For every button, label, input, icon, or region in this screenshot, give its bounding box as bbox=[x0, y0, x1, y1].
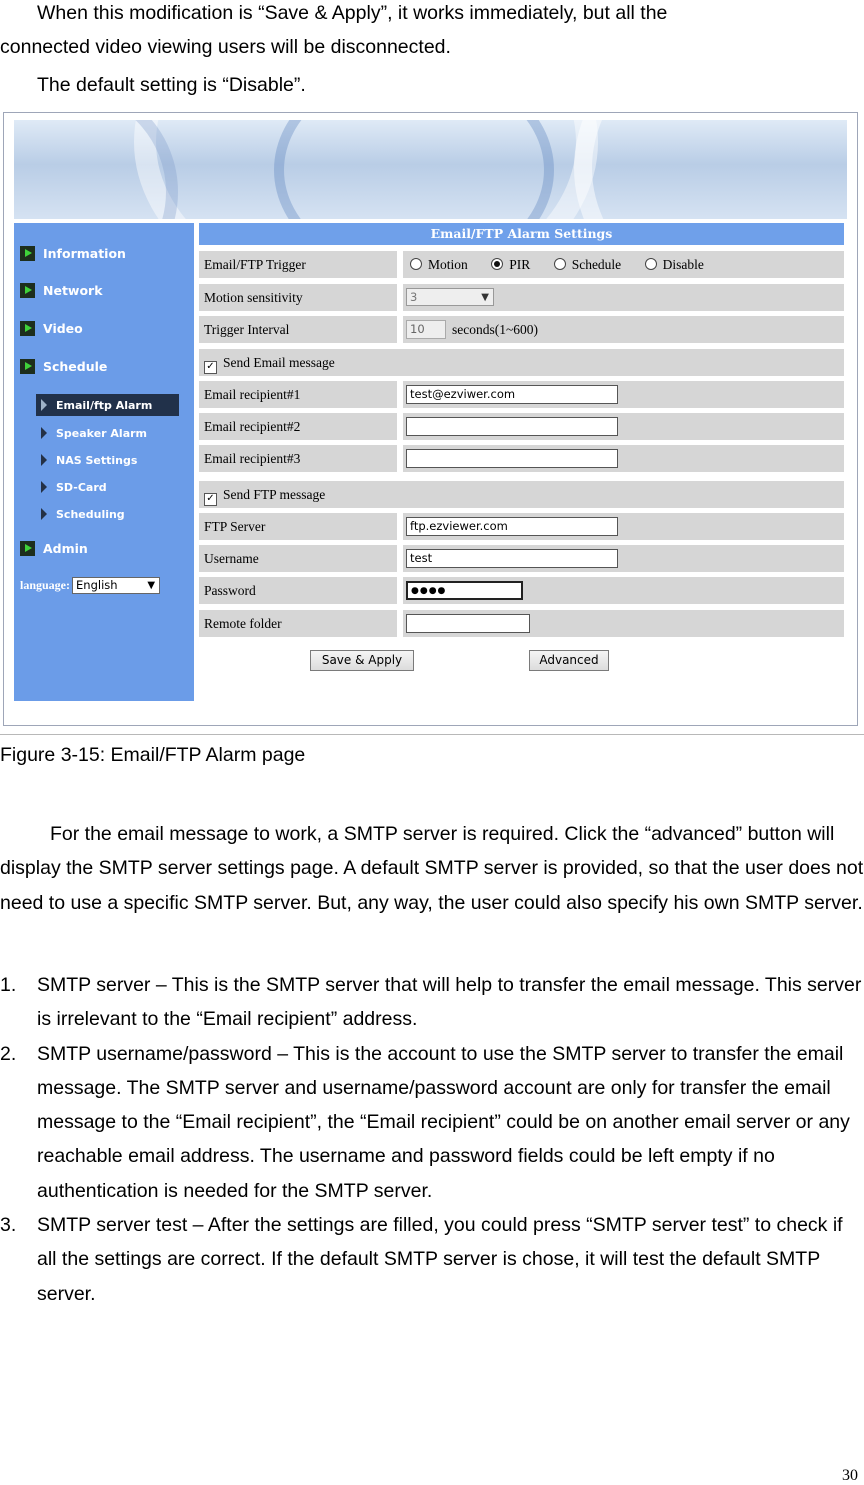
triangle-icon bbox=[41, 454, 47, 466]
email2-input[interactable] bbox=[406, 417, 618, 436]
sidebar bbox=[14, 223, 194, 701]
arrow-icon bbox=[20, 283, 35, 298]
sidebar-item-network[interactable]: Network bbox=[20, 283, 103, 298]
arrow-icon bbox=[20, 321, 35, 336]
interval-input[interactable]: 10 bbox=[406, 320, 446, 339]
radio-pir[interactable]: PIR bbox=[491, 257, 530, 272]
save-apply-button[interactable]: Save & Apply bbox=[310, 650, 414, 671]
sidebar-item-information[interactable]: Information bbox=[20, 246, 126, 261]
email2-label: Email recipient#2 bbox=[199, 413, 397, 440]
divider bbox=[0, 734, 864, 735]
send-ftp-checkbox[interactable]: ✓ bbox=[204, 493, 217, 506]
ftp-server-label: FTP Server bbox=[199, 513, 397, 540]
sidebar-sub-nas-settings[interactable]: NAS Settings bbox=[36, 449, 137, 471]
intro-line-2: connected video viewing users will be disconnected. bbox=[0, 36, 451, 58]
sidebar-sub-sd-card[interactable]: SD-Card bbox=[36, 476, 107, 498]
radio-motion[interactable]: Motion bbox=[410, 257, 468, 272]
triangle-icon bbox=[41, 427, 47, 439]
intro-line-1: When this modification is “Save & Apply”, it works immediately, but all the bbox=[37, 2, 668, 24]
sidebar-sub-speaker-alarm[interactable]: Speaker Alarm bbox=[36, 422, 147, 444]
chevron-down-icon: ▼ bbox=[481, 292, 489, 303]
body-paragraph: For the email message to work, a SMTP server is required. Click the “advanced” button will display the SMTP server settings page. A default SMTP server is provided, so that the user does not need to use a specific SMTP server. But, any way, the user could also specify his own SMTP server. bbox=[0, 823, 864, 914]
arrow-icon bbox=[20, 541, 35, 556]
page-number: 30 bbox=[842, 1467, 858, 1484]
send-email-row: ✓ Send Email message bbox=[199, 349, 844, 376]
advanced-button[interactable]: Advanced bbox=[529, 650, 609, 671]
interval-label: Trigger Interval bbox=[199, 316, 397, 343]
list-item: 1. SMTP server – This is the SMTP server that will help to transfer the email message. This server is irrelevant to the “Email recipient” address. bbox=[0, 974, 862, 1031]
email1-label: Email recipient#1 bbox=[199, 381, 397, 408]
screenshot-figure bbox=[3, 112, 858, 726]
send-email-checkbox[interactable]: ✓ bbox=[204, 361, 217, 374]
sidebar-sub-email-ftp-alarm[interactable]: Email/ftp Alarm bbox=[36, 394, 179, 416]
triangle-icon bbox=[41, 508, 47, 520]
radio-schedule[interactable]: Schedule bbox=[554, 257, 622, 272]
sensitivity-select[interactable]: 3 ▼ bbox=[406, 288, 494, 306]
sidebar-sub-scheduling[interactable]: Scheduling bbox=[36, 503, 125, 525]
password-input[interactable]: ●●●● bbox=[406, 581, 523, 600]
sidebar-item-schedule[interactable]: Schedule bbox=[20, 359, 107, 374]
trigger-label: Email/FTP Trigger bbox=[199, 251, 397, 278]
ftp-server-input[interactable]: ftp.ezviewer.com bbox=[406, 517, 618, 536]
username-input[interactable]: test bbox=[406, 549, 618, 568]
header-banner bbox=[14, 120, 847, 219]
chevron-down-icon: ▼ bbox=[147, 580, 156, 591]
trigger-options bbox=[403, 251, 844, 278]
username-label: Username bbox=[199, 545, 397, 572]
list-item: 3. SMTP server test – After the settings are filled, you could press “SMTP server test” to check if all the settings are correct. If the default SMTP server is chose, it will test the default SMTP server. bbox=[0, 1214, 843, 1305]
email3-label: Email recipient#3 bbox=[199, 445, 397, 472]
remote-folder-input[interactable] bbox=[406, 614, 530, 633]
arrow-icon bbox=[20, 246, 35, 261]
list-item: 2. SMTP username/password – This is the account to use the SMTP server to transfer the email message. The SMTP server and username/password account are only for transfer the email message to the “Email recipient”, the “Email recipient” could be on another email server or any reachable email address. The username and password fields could be left empty if no authentication is needed for the SMTP server. bbox=[0, 1042, 850, 1202]
smtp-list bbox=[0, 968, 862, 1311]
intro-line-3: The default setting is “Disable”. bbox=[37, 74, 306, 96]
panel-title: Email/FTP Alarm Settings bbox=[199, 223, 844, 245]
arrow-icon bbox=[20, 359, 35, 374]
language-label: language: bbox=[20, 578, 71, 592]
figure-caption: Figure 3-15: Email/FTP Alarm page bbox=[0, 744, 306, 766]
email3-input[interactable] bbox=[406, 449, 618, 468]
email1-input[interactable]: test@ezviwer.com bbox=[406, 385, 618, 404]
radio-disable[interactable]: Disable bbox=[645, 257, 704, 272]
remote-folder-label: Remote folder bbox=[199, 610, 397, 637]
interval-unit: seconds(1~600) bbox=[452, 322, 539, 337]
language-row bbox=[20, 577, 160, 594]
triangle-icon bbox=[41, 399, 47, 411]
sidebar-item-video[interactable]: Video bbox=[20, 321, 83, 336]
sensitivity-label: Motion sensitivity bbox=[199, 284, 397, 311]
triangle-icon bbox=[41, 481, 47, 493]
send-ftp-row: ✓ Send FTP message bbox=[199, 481, 844, 508]
password-label: Password bbox=[199, 577, 397, 604]
sidebar-item-admin[interactable]: Admin bbox=[20, 541, 88, 556]
language-select[interactable]: English ▼ bbox=[72, 577, 160, 594]
